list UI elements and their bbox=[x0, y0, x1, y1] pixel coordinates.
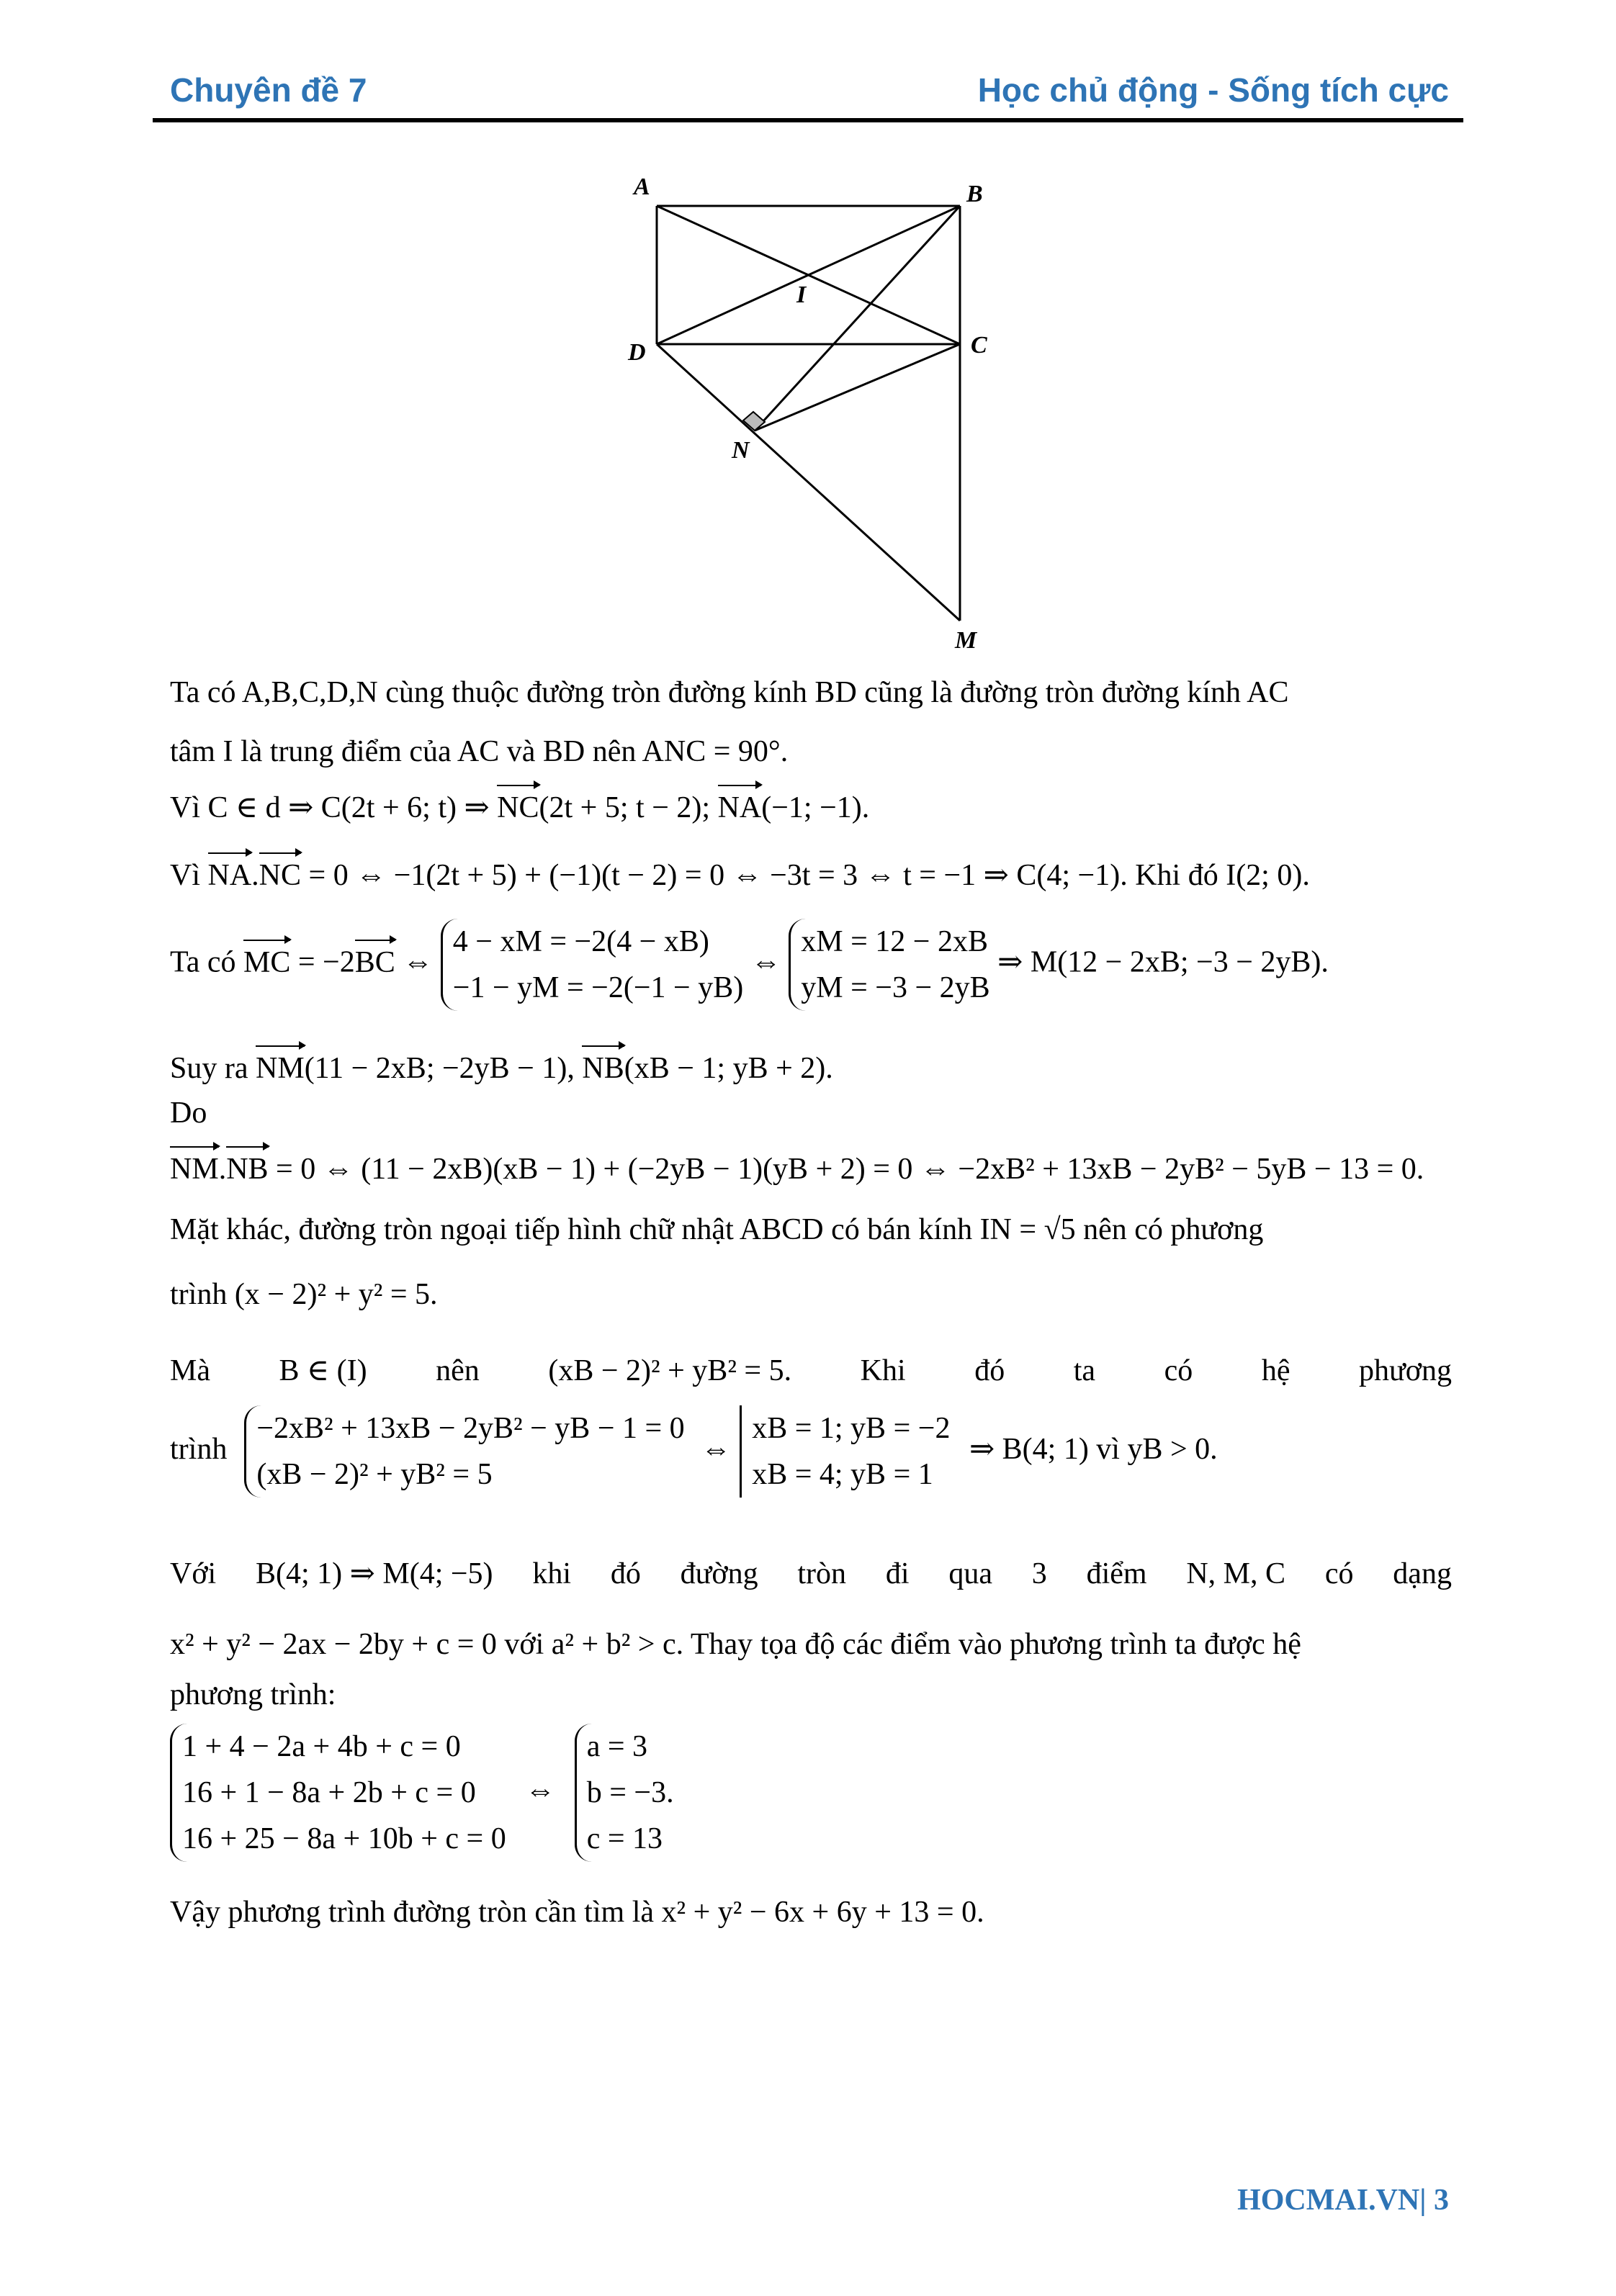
paragraph-15: Vậy phương trình đường tròn cần tìm là x² + y² − 6x + 6y + 13 = 0. bbox=[170, 1896, 984, 1929]
paragraph-6: Do bbox=[170, 1097, 207, 1130]
label-b: B bbox=[966, 181, 983, 207]
paragraph-1a: Ta có A,B,C,D,N cùng thuộc đường tròn đường kính BD cũng là đường tròn đường kính AC bbox=[170, 676, 1289, 709]
footer-page-number: HOCMAI.VN| 3 bbox=[1237, 2184, 1449, 2217]
segment-dm bbox=[657, 344, 960, 621]
header-chapter: Chuyên đề 7 bbox=[170, 71, 367, 109]
label-i: I bbox=[796, 282, 807, 308]
system-4: xB = 1; yB = −2 xB = 4; yB = 1 bbox=[740, 1405, 950, 1498]
system-3: −2xB² + 13xB − 2yB² − yB − 1 = 0 (xB − 2)² + yB² = 5 bbox=[244, 1405, 684, 1498]
system-2: xM = 12 − 2xB yM = −3 − 2yB bbox=[789, 919, 989, 1011]
paragraph-11: Với B(4; 1) ⇒ M(4; −5) khi đó đường tròn đi qua 3 điểm N, M, C có dạng bbox=[170, 1557, 1452, 1590]
system-6: a = 3 b = −3. c = 13 bbox=[575, 1724, 674, 1862]
system-1: 4 − xM = −2(4 − xB) −1 − yM = −2(−1 − yB) bbox=[441, 919, 743, 1011]
label-a: A bbox=[634, 174, 650, 200]
paragraph-8b: trình (x − 2)² + y² = 5. bbox=[170, 1278, 438, 1311]
label-c: C bbox=[971, 332, 987, 359]
segment-nc bbox=[755, 344, 960, 431]
paragraph-2: Vì C ∈ d ⇒ C(2t + 6; t) ⇒ NC(2t + 5; t − 2); NA(−1; −1). bbox=[170, 788, 1452, 828]
geometry-figure bbox=[591, 173, 1023, 662]
paragraph-10: trình −2xB² + 13xB − 2yB² − yB − 1 = 0 (xB − 2)² + yB² = 5 ⇔ xB = 1; yB = −2 xB = 4; yB = 1 ⇒ B(4; 1) vì yB > 0. bbox=[170, 1405, 1452, 1498]
paragraph-8a: Mặt khác, đường tròn ngoại tiếp hình chữ nhật ABCD có bán kính IN = √5 nên có phương bbox=[170, 1213, 1264, 1246]
paragraph-12: x² + y² − 2ax − 2by + c = 0 với a² + b² > c. Thay tọa độ các điểm vào phương trình ta được hệ bbox=[170, 1628, 1301, 1661]
paragraph-5: Suy ra NM(11 − 2xB; −2yB − 1), NB(xB − 1; yB + 2). bbox=[170, 1048, 1452, 1089]
paragraph-13: phương trình: bbox=[170, 1678, 336, 1711]
paragraph-9: Mà B ∈ (I) nên (xB − 2)² + yB² = 5. Khi đó ta có hệ phương bbox=[170, 1354, 1452, 1387]
paragraph-4: Ta có MC = −2BC ⇔ 4 − xM = −2(4 − xB) −1 − yM = −2(−1 − yB) ⇔ xM = 12 − 2xB yM = −3 − 2yB ⇒ M(12 − 2xB; −3 − 2yB). bbox=[170, 919, 1452, 1011]
header-slogan: Học chủ động - Sống tích cực bbox=[977, 71, 1449, 109]
paragraph-1b: tâm I là trung điểm của AC và BD nên ANC = 90°. bbox=[170, 735, 789, 768]
segment-bn bbox=[755, 206, 960, 431]
label-d: D bbox=[628, 339, 646, 366]
label-m: M bbox=[955, 627, 977, 654]
paragraph-3: Vì NA.NC = 0 ⇔ −1(2t + 5) + (−1)(t − 2) = 0 ⇔ −3t = 3 ⇔ t = −1 ⇒ C(4; −1). Khi đó I(2; 0). bbox=[170, 855, 1452, 896]
paragraph-14: 1 + 4 − 2a + 4b + c = 0 16 + 1 − 8a + 2b + c = 0 16 + 25 − 8a + 10b + c = 0 ⇔ a = 3 b = −3. c = 13 bbox=[170, 1724, 1452, 1862]
header-divider bbox=[153, 118, 1463, 122]
system-5: 1 + 4 − 2a + 4b + c = 0 16 + 1 − 8a + 2b + c = 0 16 + 25 − 8a + 10b + c = 0 bbox=[170, 1724, 506, 1862]
paragraph-7: NM.NB = 0 ⇔ (11 − 2xB)(xB − 1) + (−2yB − 1)(yB + 2) = 0 ⇔ −2xB² + 13xB − 2yB² − 5yB − 13 = 0. bbox=[170, 1149, 1452, 1189]
label-n: N bbox=[732, 437, 750, 464]
